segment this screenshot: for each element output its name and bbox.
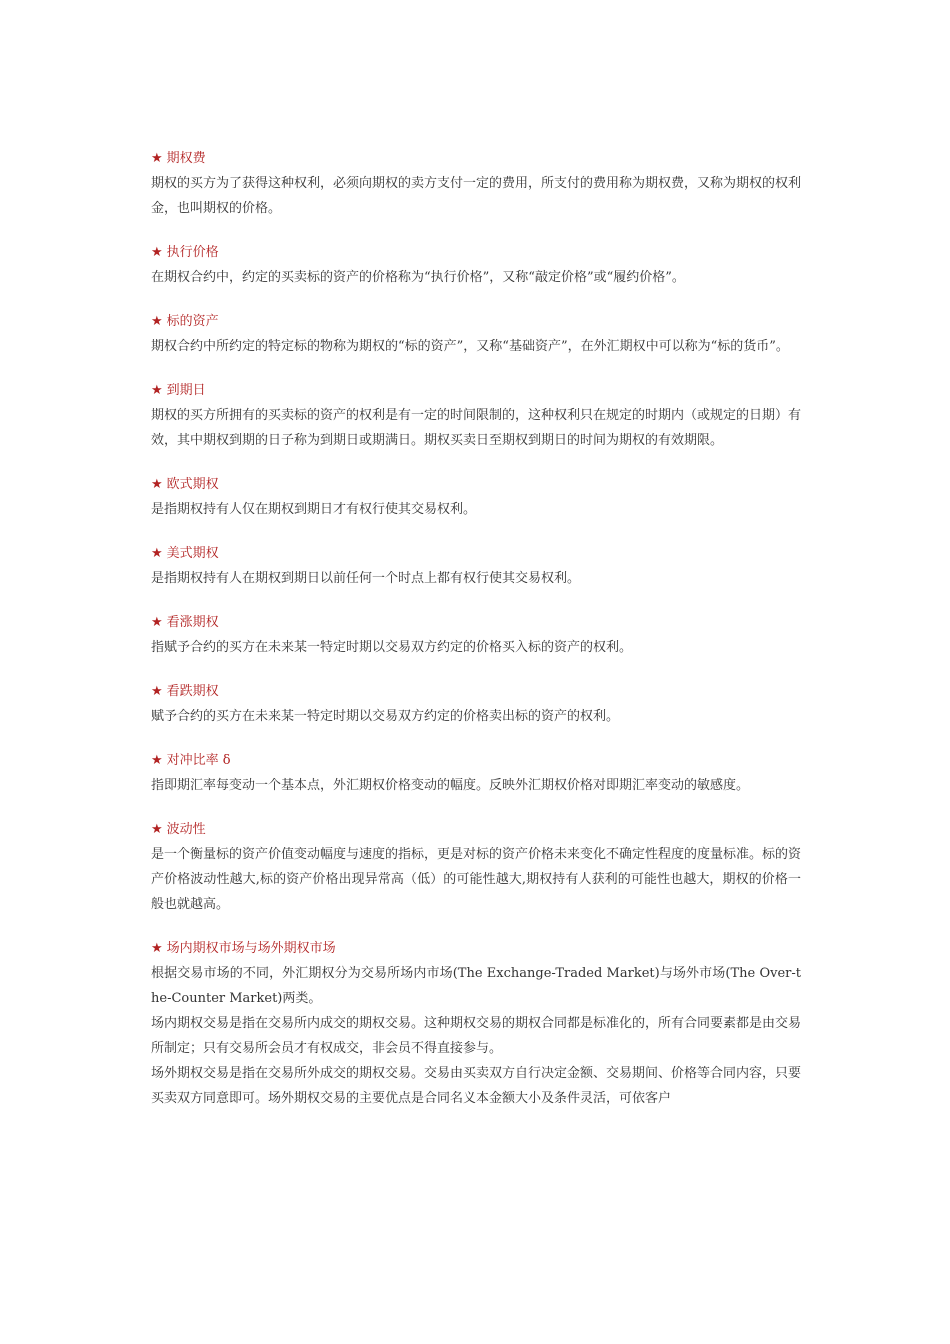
section-paragraph: 场内期权交易是指在交易所内成交的期权交易。这种期权交易的期权合同都是标准化的，所有合同要素都是由交易所制定；只有交易所会员才有权成交，非会员不得直接参与。: [151, 1016, 802, 1056]
section-exchange-vs-otc-markets: [151, 939, 801, 1111]
star-icon: ★: [151, 477, 163, 492]
section-heading: [151, 149, 801, 171]
star-icon: ★: [151, 684, 163, 699]
section-option-premium: [151, 149, 801, 221]
section-paragraph: 在期权合约中，约定的买卖标的资产的价格称为“执行价格”，又称“敲定价格”或“履约价格”。: [151, 270, 685, 285]
section-paragraph: 根据交易市场的不同，外汇期权分为交易所场内市场(The Exchange-Traded Market)与场外市场(The Over-the-Counter Market)两类。: [151, 966, 801, 1006]
section-american-option: [151, 544, 801, 591]
section-title: 看跌期权: [166, 684, 219, 699]
section-heading: [151, 312, 801, 334]
document-page: [151, 149, 801, 1133]
section-paragraph: 期权的买方所拥有的买卖标的资产的权利是有一定的时间限制的，这种权利只在规定的时期内（或规定的日期）有效，其中期权到期的日子称为到期日或期满日。期权买卖日至期权到期日的时间为期权的有效期限。: [151, 408, 802, 448]
section-paragraph: 期权合约中所约定的特定标的物称为期权的“标的资产”，又称“基础资产”，在外汇期权中可以称为“标的货币”。: [151, 339, 789, 354]
section-heading: [151, 682, 801, 704]
section-call-option: [151, 613, 801, 660]
section-expiration-date: [151, 381, 801, 453]
star-icon: ★: [151, 822, 163, 837]
section-title: 对冲比率 δ: [166, 753, 231, 768]
section-heading: [151, 544, 801, 566]
section-title: 看涨期权: [166, 615, 219, 630]
star-icon: ★: [151, 615, 163, 630]
section-paragraph: 是一个衡量标的资产价值变动幅度与速度的指标，更是对标的资产价格未来变化不确定性程度的度量标准。标的资产价格波动性越大,标的资产价格出现异常高（低）的可能性越大,期权持有人获利的可能性也越大，期权的价格一般也就越高。: [151, 847, 802, 912]
section-paragraph: 期权的买方为了获得这种权利，必须向期权的卖方支付一定的费用，所支付的费用称为期权费，又称为期权的权利金，也叫期权的价格。: [151, 176, 802, 216]
section-volatility: [151, 820, 801, 917]
section-title: 期权费: [166, 151, 206, 166]
star-icon: ★: [151, 314, 163, 329]
section-paragraph: 场外期权交易是指在交易所外成交的期权交易。交易由买卖双方自行决定金额、交易期间、价格等合同内容，只要买卖双方同意即可。场外期权交易的主要优点是合同名义本金额大小及条件灵活，可依客户: [151, 1066, 802, 1106]
section-paragraph: 指赋予合约的买方在未来某一特定时期以交易双方约定的价格买入标的资产的权利。: [151, 640, 633, 655]
star-icon: ★: [151, 753, 163, 768]
star-icon: ★: [151, 941, 163, 956]
section-heading: [151, 381, 801, 403]
section-heading: [151, 939, 801, 961]
section-title: 场内期权市场与场外期权市场: [166, 941, 336, 956]
section-title: 欧式期权: [166, 477, 219, 492]
section-heading: [151, 820, 801, 842]
section-title: 到期日: [166, 383, 206, 398]
section-title: 标的资产: [166, 314, 219, 329]
section-paragraph: 是指期权持有人在期权到期日以前任何一个时点上都有权行使其交易权利。: [151, 571, 581, 586]
section-underlying-asset: [151, 312, 801, 359]
section-strike-price: [151, 243, 801, 290]
section-european-option: [151, 475, 801, 522]
star-icon: ★: [151, 383, 163, 398]
section-heading: [151, 613, 801, 635]
star-icon: ★: [151, 245, 163, 260]
section-paragraph: 赋予合约的买方在未来某一特定时期以交易双方约定的价格卖出标的资产的权利。: [151, 709, 620, 724]
section-paragraph: 指即期汇率每变动一个基本点，外汇期权价格变动的幅度。反映外汇期权价格对即期汇率变动的敏感度。: [151, 778, 750, 793]
star-icon: ★: [151, 151, 163, 166]
star-icon: ★: [151, 546, 163, 561]
section-title: 波动性: [166, 822, 206, 837]
section-heading: [151, 243, 801, 265]
section-title: 执行价格: [166, 245, 219, 260]
section-title: 美式期权: [166, 546, 219, 561]
section-hedge-ratio: [151, 751, 801, 798]
section-heading: [151, 475, 801, 497]
section-heading: [151, 751, 801, 773]
section-put-option: [151, 682, 801, 729]
section-paragraph: 是指期权持有人仅在期权到期日才有权行使其交易权利。: [151, 502, 477, 517]
